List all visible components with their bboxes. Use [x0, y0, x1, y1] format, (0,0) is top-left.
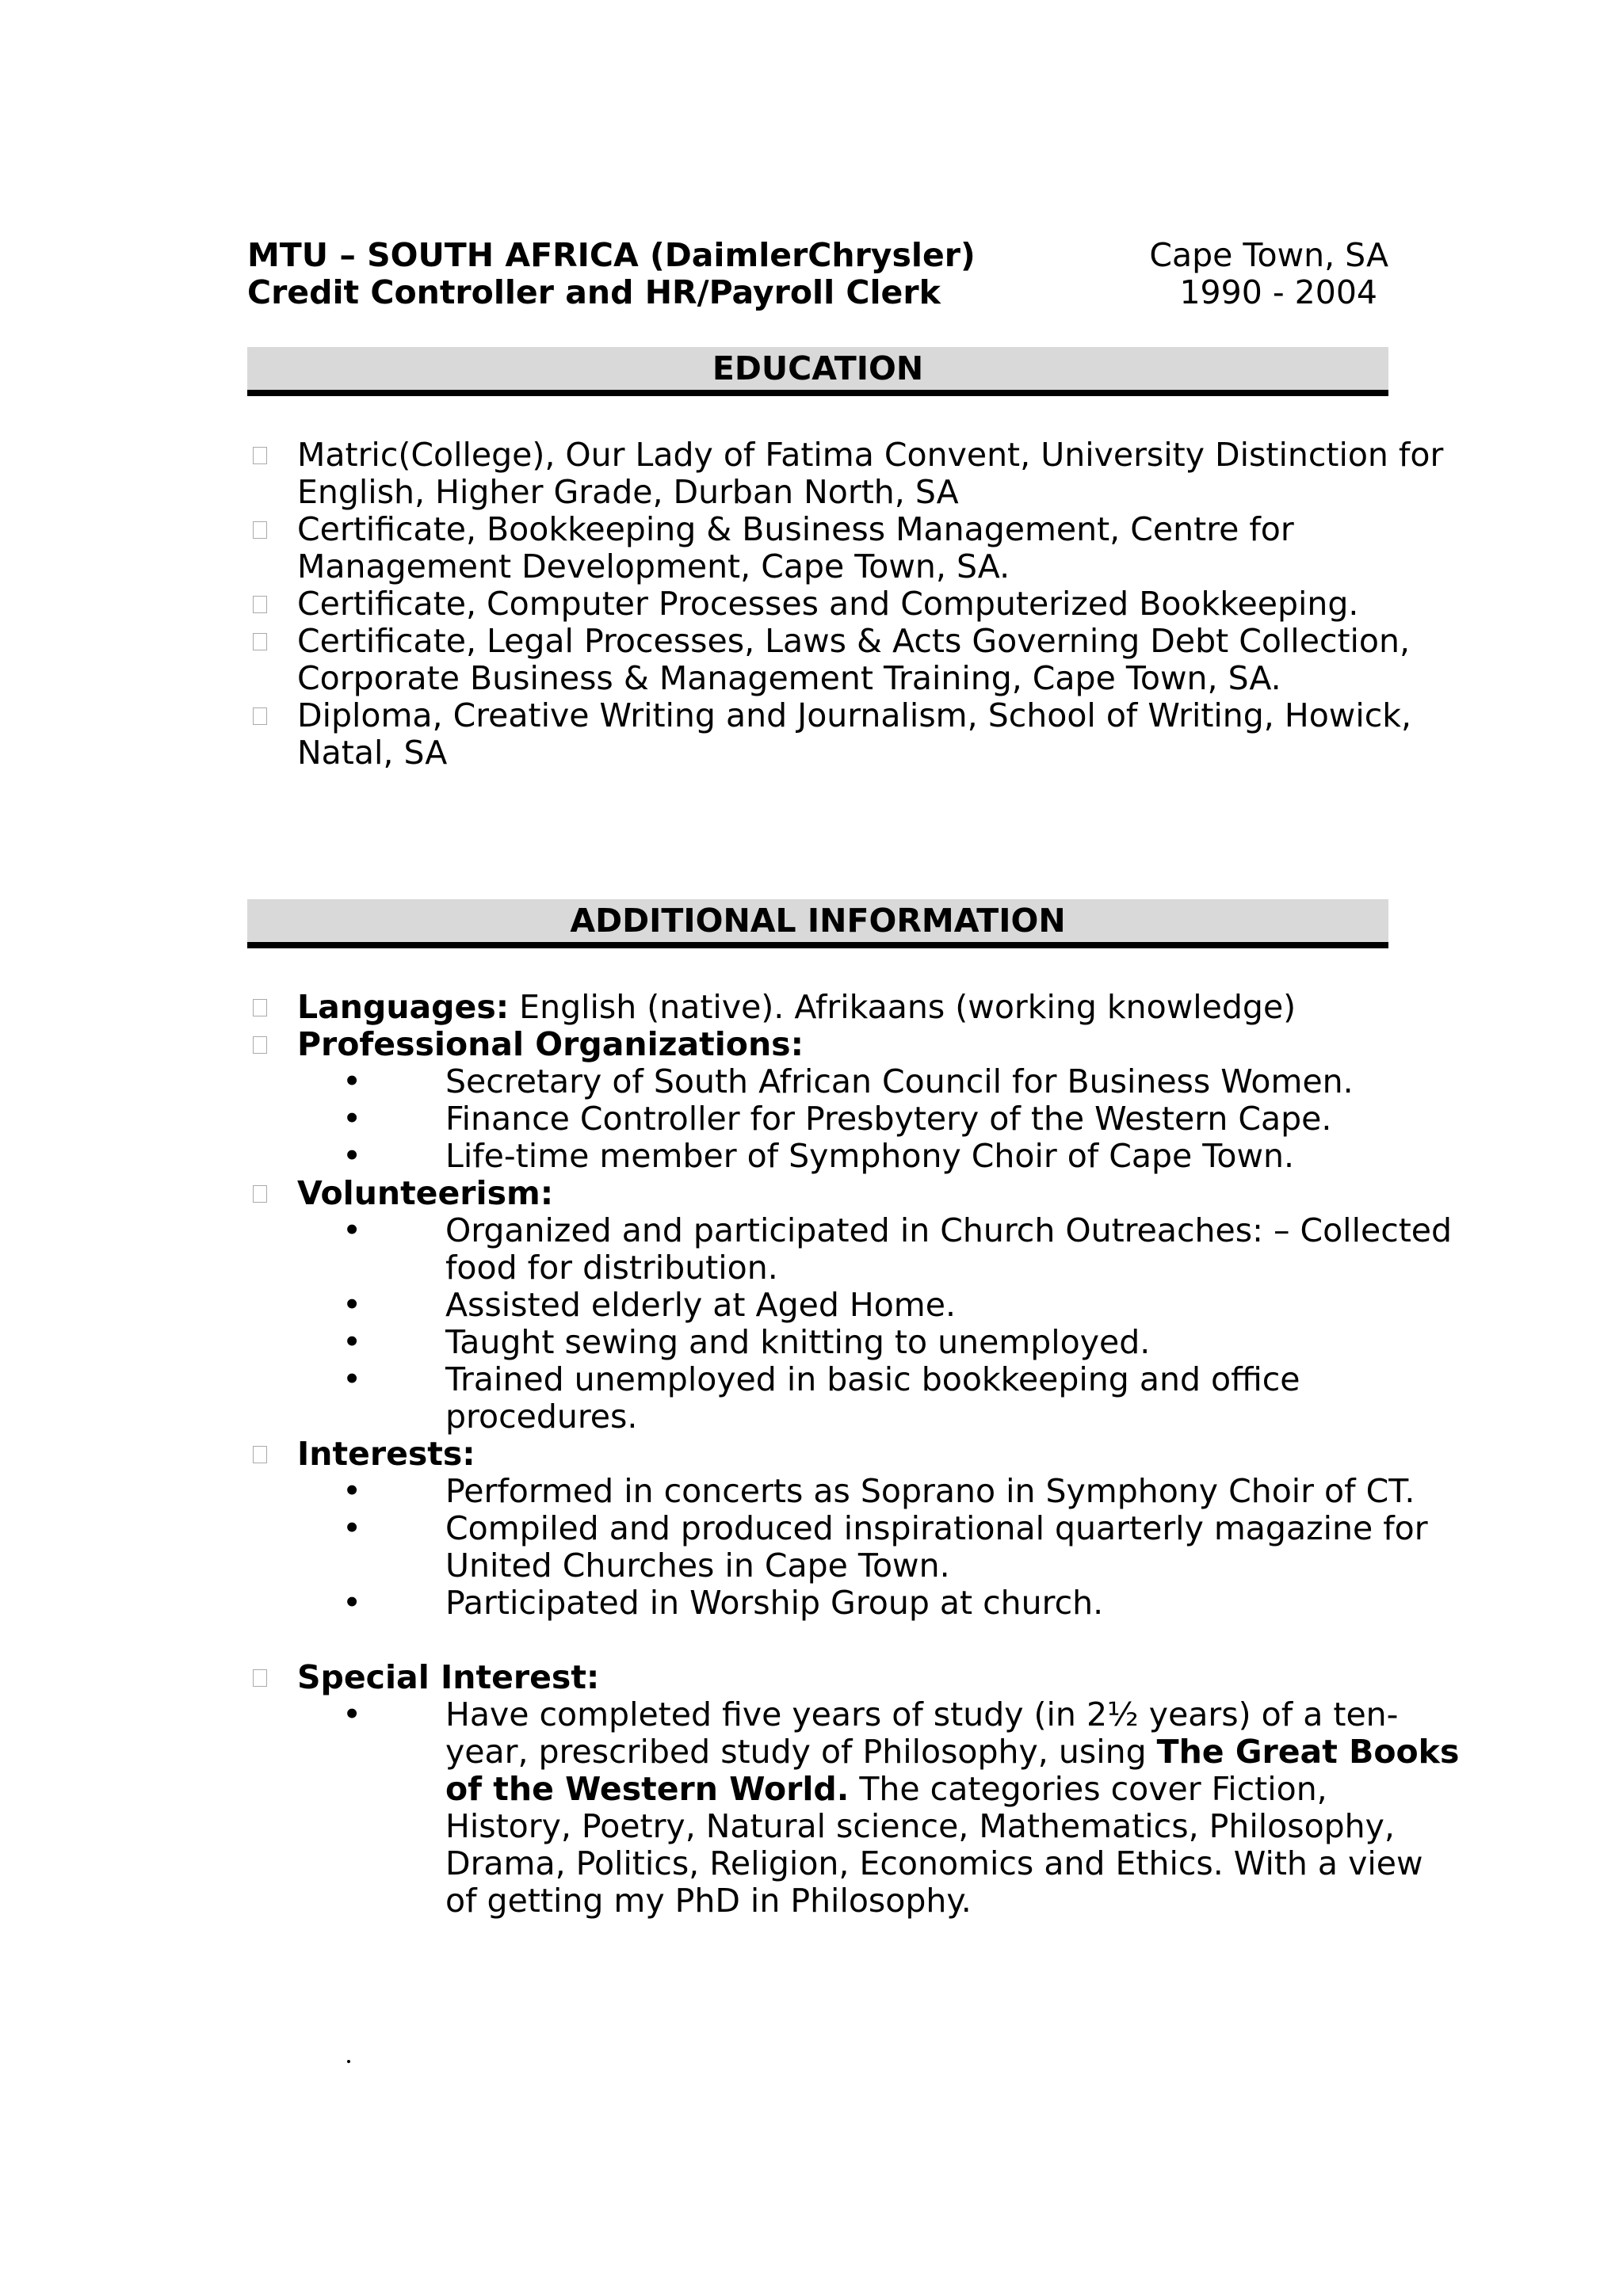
- list-item: Drama, Politics, Religion, Economics and Ethics. With a view: [445, 1844, 1423, 1882]
- list-item: • Life-time member of Symphony Choir of Cape Town.: [342, 1137, 1295, 1175]
- list-item: of the Western World. The categories cover Fiction,: [445, 1770, 1327, 1808]
- list-item: • Organized and participated in Church Outreaches: – Collected: [342, 1211, 1453, 1249]
- list-item: History, Poetry, Natural science, Mathematics, Philosophy,: [445, 1807, 1395, 1845]
- checkbox-bullet-icon: [253, 1669, 267, 1687]
- education-line: Certificate, Bookkeeping & Business Management, Centre for: [247, 511, 1396, 548]
- volunteerism-label-line: Volunteerism:: [247, 1175, 1396, 1212]
- checkbox-bullet-icon: [253, 596, 267, 613]
- bullet-icon: •: [342, 1695, 362, 1733]
- stray-dot: [347, 2060, 350, 2063]
- checkbox-bullet-icon: [253, 1185, 267, 1203]
- special-interest-label-line: Special Interest:: [247, 1659, 1396, 1696]
- list-item: • Finance Controller for Presbytery of the Western Cape.: [342, 1100, 1332, 1138]
- list-item: of getting my PhD in Philosophy.: [445, 1882, 972, 1920]
- education-line: Natal, SA: [297, 734, 448, 772]
- education-line: Certificate, Computer Processes and Computerized Bookkeeping.: [247, 585, 1396, 623]
- list-item: • Participated in Worship Group at church.: [342, 1584, 1104, 1622]
- bullet-icon: •: [342, 1584, 362, 1622]
- list-item: procedures.: [445, 1398, 638, 1436]
- checkbox-bullet-icon: [253, 521, 267, 539]
- list-item: • Performed in concerts as Soprano in Symphony Choir of CT.: [342, 1472, 1415, 1510]
- additional-heading: ADDITIONAL INFORMATION: [247, 899, 1388, 948]
- list-item: food for distribution.: [445, 1249, 778, 1287]
- bullet-icon: •: [342, 1509, 362, 1547]
- education-line: Corporate Business & Management Training, Cape Town, SA.: [297, 659, 1281, 697]
- checkbox-bullet-icon: [253, 1446, 267, 1463]
- job-location: Cape Town, SA: [1149, 236, 1388, 274]
- education-line: Matric(College), Our Lady of Fatima Convent, University Distinction for: [247, 437, 1396, 474]
- bullet-icon: •: [342, 1360, 362, 1398]
- checkbox-bullet-icon: [253, 707, 267, 725]
- interests-label-line: Interests:: [247, 1436, 1396, 1473]
- checkbox-bullet-icon: [253, 633, 267, 650]
- languages-line: Languages: English (native). Afrikaans (working knowledge): [247, 989, 1396, 1026]
- bullet-icon: •: [342, 1472, 362, 1510]
- bullet-icon: •: [342, 1137, 362, 1175]
- bullet-icon: •: [342, 1100, 362, 1138]
- list-item: • Taught sewing and knitting to unemployed.: [342, 1323, 1151, 1361]
- job-title: Credit Controller and HR/Payroll Clerk: [247, 273, 941, 311]
- bullet-icon: •: [342, 1323, 362, 1361]
- prof-org-label-line: Professional Organizations:: [247, 1026, 1396, 1063]
- bullet-icon: •: [342, 1211, 362, 1249]
- list-item: United Churches in Cape Town.: [445, 1547, 950, 1585]
- bullet-icon: •: [342, 1062, 362, 1100]
- checkbox-bullet-icon: [253, 1036, 267, 1054]
- list-item: • Assisted elderly at Aged Home.: [342, 1286, 956, 1324]
- education-line: Certificate, Legal Processes, Laws & Acts Governing Debt Collection,: [247, 623, 1396, 660]
- education-line: English, Higher Grade, Durban North, SA: [297, 473, 959, 511]
- list-item: • Secretary of South African Council for Business Women.: [342, 1062, 1354, 1100]
- list-item: • Compiled and produced inspirational quarterly magazine for: [342, 1509, 1428, 1547]
- education-line: Diploma, Creative Writing and Journalism, School of Writing, Howick,: [247, 697, 1396, 734]
- list-item: year, prescribed study of Philosophy, using The Great Books: [445, 1733, 1460, 1771]
- education-heading: EDUCATION: [247, 347, 1388, 396]
- bullet-icon: •: [342, 1286, 362, 1324]
- list-item: • Have completed five years of study (in 2½ years) of a ten-: [342, 1695, 1399, 1733]
- job-company: MTU – SOUTH AFRICA (DaimlerChrysler): [247, 236, 976, 274]
- checkbox-bullet-icon: [253, 447, 267, 464]
- education-line: Management Development, Cape Town, SA.: [297, 547, 1010, 585]
- list-item: • Trained unemployed in basic bookkeeping and office: [342, 1360, 1300, 1398]
- checkbox-bullet-icon: [253, 999, 267, 1016]
- job-years: 1990 - 2004: [1179, 273, 1377, 311]
